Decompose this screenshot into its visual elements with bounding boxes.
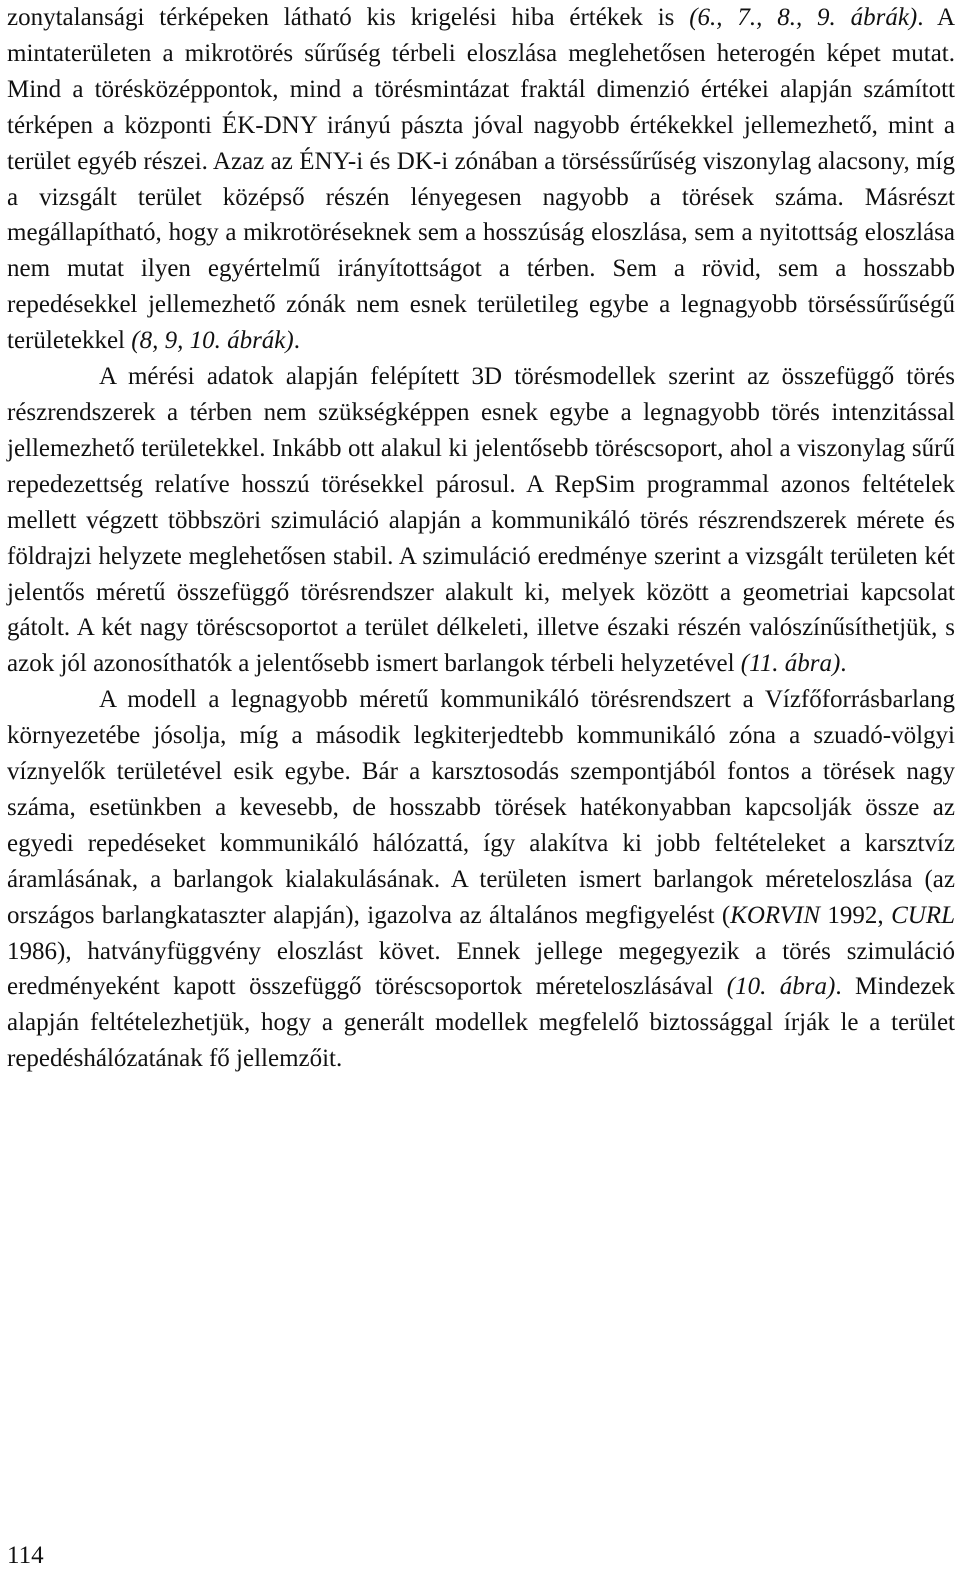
figure-reference: (10. ábra) bbox=[726, 973, 836, 1001]
text-segment: . bbox=[840, 650, 847, 678]
text-segment: . A mintaterületen a mikrotörés sűrűség térbeli eloszlása meglehetősen heterogén képet mutat. Mind a törésközéppontok, mind a törésmintázat fraktál dimenzió értékei alapján számított térképen a központi ÉK-DNY irányú pászta jóval nagyobb értékekkel jellemezhető, mint a terület egyéb részei. Azaz az ÉNY-i és DK-i zónában a törséssűrűség viszonylag alacsony, míg a vizsgált terület középső részén lényegesen nagyobb a törések száma. Másrészt megállapítható, hogy a mikrotöréseknek sem a hosszúság eloszlása, sem a nyitottság eloszlása nem mutat ilyen egyértelmű irányítottságot a térben. Sem a rövid, sem a hosszabb repedésekkel jellemezhető zónák nem esnek területileg egybe a legnagyobb törséssűrűségű területekkel bbox=[7, 4, 955, 355]
paragraph-2 bbox=[7, 359, 955, 682]
text-segment: . bbox=[293, 327, 300, 355]
text-segment: A mérési adatok alapján felépített 3D törésmodellek szerint az összefüggő törés részrendszerek a térben nem szükségképpen esnek egybe a legnagyobb törés intenzitással jellemezhető területekkel. Inkább ott alakul ki jelentősebb töréscsoport, ahol a viszonylag sűrű repedezettség relatíve hosszú törésekkel párosul. A RepSim programmal azonos feltételek mellett végzett többszöri szimuláció alapján a kommunikáló törés részrendszerek mérete és földrajzi helyzete meglehetősen stabil. A szimuláció eredménye szerint a vizsgált területen két jelentős méretű összefüggő törésrendszer alakult ki, melyek között a geometriai kapcsolat gátolt. A két nagy töréscsoportot a terület délkeleti, illetve északi részén valószínűsíthetjük, s azok jól azonosíthatók a jelentősebb ismert barlangok térbeli helyzetével bbox=[7, 363, 955, 678]
text-segment: 1986), hatványfüggvény eloszlást követ. Ennek jellege megegyezik a törés szimuláció eredményeként kapott összefüggő töréscsoportok méreteloszlásával bbox=[7, 937, 955, 1001]
figure-reference: (6., 7., 8., 9. ábrák) bbox=[689, 4, 918, 31]
text-segment: . Mindezek alapján feltételezhetjük, hogy a generált modellek megfelelő biztossággal írják le a terület repedéshálózatának fő jellemzőit. bbox=[7, 973, 955, 1073]
figure-reference: (11. ábra) bbox=[740, 650, 841, 678]
text-segment: A modell a legnagyobb méretű kommunikáló törésrendszert a Vízfőforrásbarlang környezetébe jósolja, míg a második legkiterjedtebb kommunikáló zóna a szuadó-völgyi víznyelők területével esik egybe. Bár a karsztosodás szempontjából fontos a törések nagy száma, esetünkben a kevesebb, de hosszabb törések hatékonyabban kapcsolják össze az egyedi repedéseket kommunikáló hálózattá, így alakítva ki jobb feltételeket a karsztvíz áramlásának, a barlangok kialakulásának. A területen ismert barlangok méreteloszlása (az országos barlangkataszter alapján), igazolva az általános megfigyelést ( bbox=[7, 686, 955, 929]
body-text bbox=[7, 0, 955, 1077]
paragraph-1 bbox=[7, 0, 955, 359]
text-segment: 1992, bbox=[820, 901, 892, 929]
page-number: 114 bbox=[7, 1542, 44, 1569]
author-citation: CURL bbox=[891, 901, 955, 929]
text-segment: zonytalansági térképeken látható kis krigelési hiba értékek is bbox=[7, 4, 690, 31]
paragraph-3 bbox=[7, 682, 955, 1077]
figure-reference: (8, 9, 10. ábrák) bbox=[131, 327, 294, 355]
author-citation: KORVIN bbox=[730, 901, 820, 929]
